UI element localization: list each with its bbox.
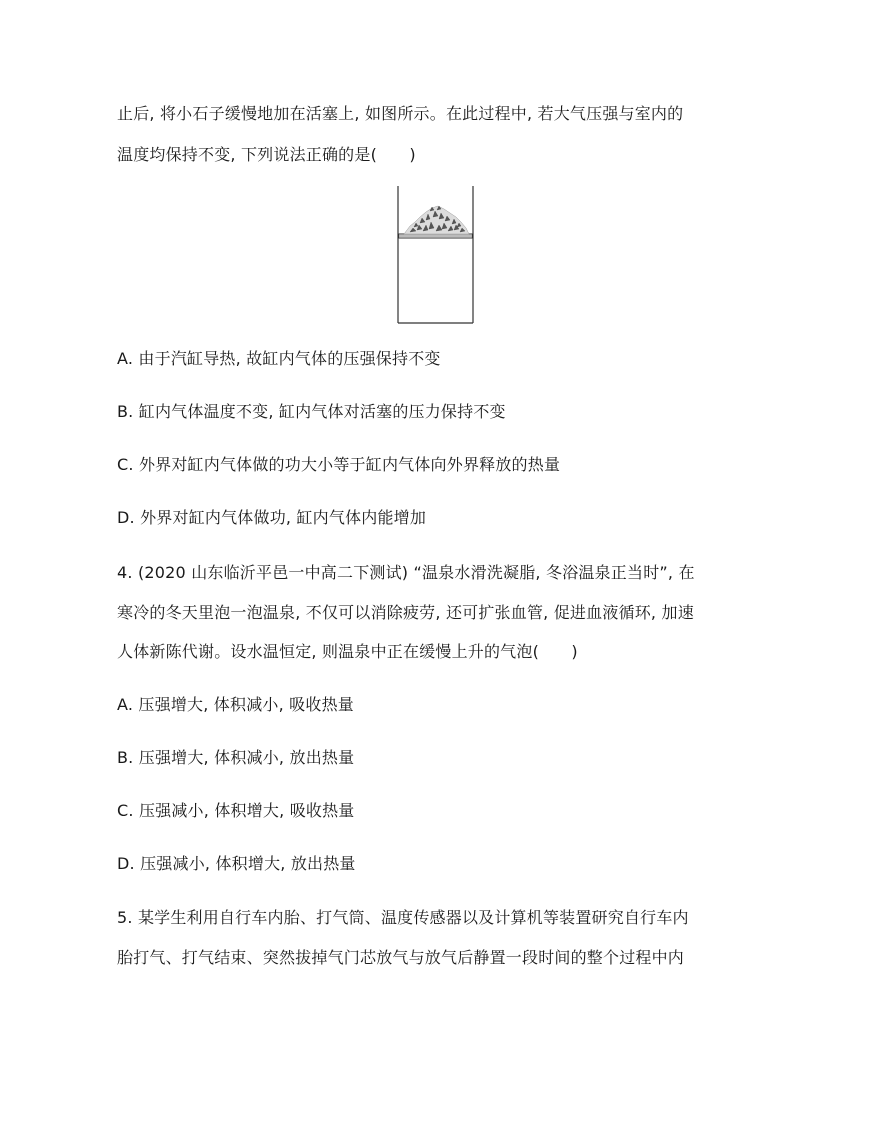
- q3-option-c: C. 外界对缸内气体做的功大小等于缸内气体向外界释放的热量: [117, 455, 561, 474]
- q3-option-a: A. 由于汽缸导热, 故缸内气体的压强保持不变: [117, 349, 441, 368]
- q4-stem-line-2: 寒冷的冬天里泡一泡温泉, 不仅可以消除疲劳, 还可扩张血管, 促进血液循环, 加速: [117, 603, 694, 622]
- q4-option-d: D. 压强减小, 体积增大, 放出热量: [117, 854, 356, 873]
- cylinder-diagram: [396, 186, 476, 326]
- q3-option-d: D. 外界对缸内气体做功, 缸内气体内能增加: [117, 508, 427, 527]
- q4-stem-line-3: 人体新陈代谢。设水温恒定, 则温泉中正在缓慢上升的气泡( ): [117, 642, 578, 661]
- q5-stem-line-2: 胎打气、打气结束、突然拔掉气门芯放气与放气后静置一段时间的整个过程中内: [117, 948, 685, 967]
- q5-stem-line-1: 5. 某学生利用自行车内胎、打气筒、温度传感器以及计算机等装置研究自行车内: [117, 908, 689, 927]
- q3-stem-line-1: 止后, 将小石子缓慢地加在活塞上, 如图所示。在此过程中, 若大气压强与室内的: [117, 104, 684, 123]
- small-stones-pile: [404, 206, 469, 234]
- q3-stem-line-2: 温度均保持不变, 下列说法正确的是( ): [117, 145, 416, 164]
- q4-stem-line-1: 4. (2020 山东临沂平邑一中高二下测试) “温泉水滑洗凝脂, 冬浴温泉正当时”, 在: [117, 563, 695, 582]
- q4-option-c: C. 压强减小, 体积增大, 吸收热量: [117, 801, 355, 820]
- cylinder-piston-figure: [396, 186, 476, 326]
- q4-option-a: A. 压强增大, 体积减小, 吸收热量: [117, 695, 354, 714]
- q3-option-b: B. 缸内气体温度不变, 缸内气体对活塞的压力保持不变: [117, 402, 506, 421]
- q4-option-b: B. 压强增大, 体积减小, 放出热量: [117, 748, 355, 767]
